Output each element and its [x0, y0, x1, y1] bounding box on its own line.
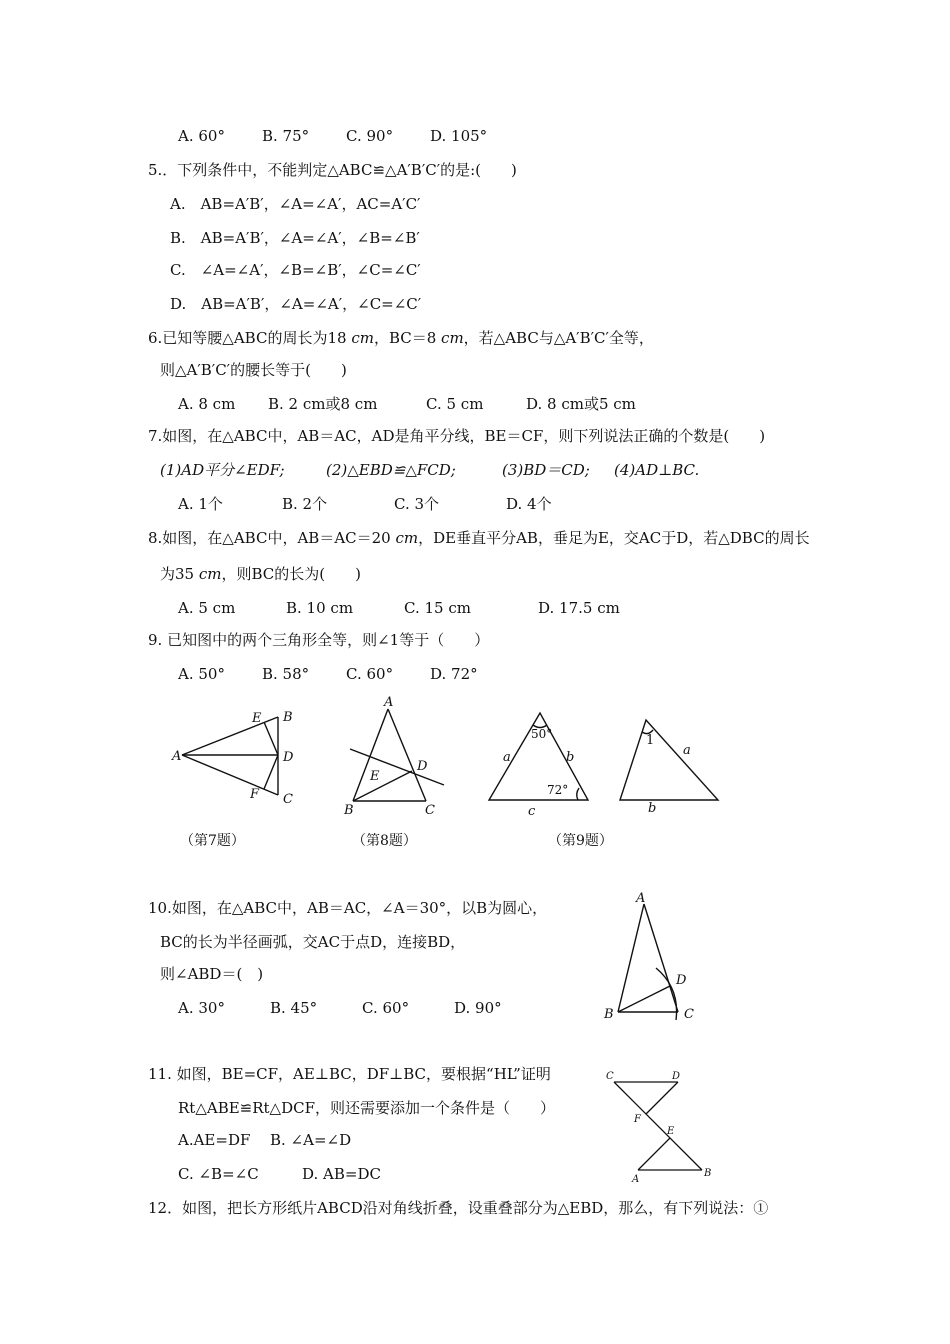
q6-option-d: D. 8 cm或5 cm	[526, 395, 636, 413]
q11-option-a: A.AE=DF	[178, 1131, 251, 1149]
q6-option-b: B. 2 cm或8 cm	[268, 395, 378, 413]
fig7-label-a: A	[172, 749, 182, 764]
fig9-left-label-a: a	[503, 750, 511, 765]
fig11-line-cb	[614, 1082, 702, 1170]
figure-10-diagram	[600, 892, 710, 1032]
fig9-left-label-72: 72°	[547, 783, 569, 797]
q11-line-1: 11. 如图，BE=CF，AE⊥BC，DF⊥BC，要根据“HL”证明	[148, 1065, 551, 1083]
fig11-label-c: C	[606, 1071, 614, 1082]
figure-9-left-diagram	[485, 708, 595, 818]
q7-option-b: B. 2个	[282, 495, 328, 513]
fig11-label-e: E	[667, 1126, 675, 1137]
figure-9-left	[485, 708, 595, 818]
q5-option-a: A. AB=A′B′，∠A=∠A′，AC=A′C′	[170, 195, 421, 213]
q6-stem	[148, 328, 654, 348]
fig9-left-label-50: 50°	[531, 727, 553, 741]
q8-option-b: B. 10 cm	[286, 599, 354, 617]
q6-option-a: A. 8 cm	[178, 395, 236, 413]
fig10-label-b: B	[604, 1007, 614, 1022]
q5-option-d: D. AB=A′B′，∠A=∠A′，∠C=∠C′	[170, 295, 422, 313]
q8-stem-2	[160, 564, 361, 584]
q10-line-2: BC的长为半径画弧，交AC于点D，连接BD，	[160, 933, 466, 951]
q11-option-d: D. AB=DC	[302, 1165, 381, 1183]
figure-10	[600, 892, 710, 1032]
q12-stem: 12．如图，把长方形纸片ABCD沿对角线折叠，设重叠部分为△EBD，那么，有下列说法：①	[148, 1199, 769, 1217]
fig8-line-bd	[353, 771, 412, 801]
fig10-label-a: A	[636, 891, 646, 906]
q10-option-a: A. 30°	[178, 999, 225, 1017]
fig11-line-ae	[638, 1138, 670, 1170]
figure-9-right-diagram	[615, 712, 725, 817]
fig10-line-ab	[618, 904, 644, 1012]
fig11-line-fd	[646, 1082, 678, 1114]
fig7-label-d: D	[283, 750, 294, 765]
fig8-line-de	[350, 749, 444, 785]
q7-option-d: D. 4个	[506, 495, 552, 513]
q8-stem	[148, 528, 810, 548]
q8-option-d: D. 17.5 cm	[538, 599, 620, 617]
q7-statement-3: (3)BD＝CD;	[502, 461, 590, 479]
fig11-label-f: F	[634, 1114, 641, 1125]
fig7-line-ac	[182, 755, 278, 795]
figure-11-diagram	[600, 1064, 720, 1184]
q9-options	[178, 664, 478, 684]
fig9-right-triangle	[620, 720, 718, 800]
q6-options	[178, 394, 636, 414]
q7-statement-1: (1)AD平分∠EDF;	[160, 461, 285, 479]
q10-line-1: 10.如图，在△ABC中，AB＝AC，∠A＝30°，以B为圆心，	[148, 899, 548, 917]
q6-option-c: C. 5 cm	[426, 395, 484, 413]
q10-line-3: 则∠ABD＝( )	[160, 965, 264, 983]
q7-statement-2: (2)△EBD≌△FCD;	[326, 461, 456, 479]
fig7-label-c: C	[283, 792, 293, 807]
q4-option-a: A. 60°	[178, 127, 225, 145]
fig11-label-a: A	[632, 1174, 640, 1185]
q4-option-c: C. 90°	[346, 127, 394, 145]
q8-options	[178, 598, 620, 618]
q8-stem-2a: 为35	[160, 565, 199, 583]
fig7-line-ed	[264, 722, 278, 755]
fig10-label-c: C	[684, 1007, 694, 1022]
q9-stem: 9. 已知图中的两个三角形全等，则∠1等于（ ）	[148, 631, 490, 649]
fig8-label-e: E	[370, 769, 380, 784]
fig8-label-a: A	[384, 695, 394, 710]
q7-statement-4: (4)AD⊥BC.	[614, 461, 700, 479]
fig8-label-d: D	[417, 759, 428, 774]
q6-unit-1: cm	[351, 329, 374, 347]
q7-options	[178, 494, 552, 514]
fig8-label-b: B	[344, 803, 354, 818]
q9-option-d: D. 72°	[430, 665, 478, 683]
fig7-label-e: E	[252, 711, 262, 726]
figure-8	[340, 695, 450, 820]
q11-option-c: C. ∠B=∠C	[178, 1165, 259, 1183]
figure-9-caption: （第9题）	[548, 833, 613, 849]
q10-option-d: D. 90°	[454, 999, 502, 1017]
q5-option-c: C. ∠A=∠A′，∠B=∠B′，∠C=∠C′	[170, 261, 421, 279]
q11-line-2: Rt△ABE≌Rt△DCF，则还需要添加一个条件是（ ）	[178, 1099, 556, 1117]
fig7-label-b: B	[283, 710, 293, 725]
fig9-right-label-a: a	[683, 743, 691, 758]
q7-option-a: A. 1个	[178, 495, 223, 513]
figure-7-caption: （第7题）	[180, 833, 245, 849]
q8-option-c: C. 15 cm	[404, 599, 471, 617]
q4-option-b: B. 75°	[262, 127, 310, 145]
fig10-label-d: D	[676, 973, 687, 988]
q5-stem: 5.．下列条件中，不能判定△ABC≌△A′B′C′的是:( )	[148, 161, 517, 179]
fig7-line-fd	[264, 755, 278, 789]
fig9-right-label-b: b	[648, 801, 657, 816]
q11-options-row-1	[178, 1130, 351, 1150]
q8-unit-1: cm	[395, 529, 419, 547]
figure-8-caption: （第8题）	[352, 833, 417, 849]
q6-stem-2: 则△A′B′C′的腰长等于( )	[160, 361, 347, 379]
fig9-left-label-c: c	[528, 804, 536, 819]
q6-unit-2: cm	[441, 329, 464, 347]
fig9-left-label-b: b	[566, 750, 575, 765]
q6-stem-b: ，BC＝8	[373, 329, 442, 347]
q6-stem-c: ，若△ABC与△A′B′C′全等，	[463, 329, 654, 347]
fig10-line-bd	[618, 986, 670, 1012]
q8-unit-2: cm	[198, 565, 222, 583]
fig7-label-f: F	[250, 787, 260, 802]
q7-option-c: C. 3个	[394, 495, 440, 513]
q4-options	[178, 126, 487, 146]
q8-stem-b: ，DE垂直平分AB，垂足为E，交AC于D，若△DBC的周长	[418, 529, 810, 547]
figure-8-diagram	[340, 695, 450, 820]
figure-9-right	[615, 712, 725, 817]
q8-stem-2b: ，则BC的长为( )	[221, 565, 361, 583]
q8-option-a: A. 5 cm	[178, 599, 236, 617]
figure-11	[600, 1064, 720, 1184]
fig11-label-b: B	[704, 1168, 712, 1179]
fig8-line-ab	[353, 709, 388, 801]
q10-option-b: B. 45°	[270, 999, 318, 1017]
q9-option-a: A. 50°	[178, 665, 225, 683]
fig8-line-ac	[388, 709, 426, 801]
fig8-label-c: C	[425, 803, 435, 818]
q11-option-b: B. ∠A=∠D	[270, 1131, 352, 1149]
fig11-label-d: D	[672, 1071, 681, 1082]
q9-option-c: C. 60°	[346, 665, 394, 683]
q10-option-c: C. 60°	[362, 999, 410, 1017]
fig9-left-angle-right	[577, 788, 579, 800]
q8-stem-a: 8.如图，在△ABC中，AB＝AC＝20	[148, 529, 396, 547]
q10-options	[178, 998, 502, 1018]
q7-statements	[160, 460, 699, 480]
q7-stem: 7.如图，在△ABC中，AB＝AC，AD是角平分线，BE＝CF，则下列说法正确的个数是( )	[148, 427, 766, 445]
q6-stem-a: 6.已知等腰△ABC的周长为18	[148, 329, 352, 347]
q4-option-d: D. 105°	[430, 127, 488, 145]
q9-option-b: B. 58°	[262, 665, 310, 683]
q11-options-row-2	[178, 1164, 381, 1184]
q5-option-b: B. AB=A′B′，∠A=∠A′，∠B=∠B′	[170, 229, 420, 247]
figure-7	[170, 705, 310, 815]
fig9-right-label-1: 1	[646, 733, 655, 748]
figure-7-diagram	[170, 705, 310, 815]
